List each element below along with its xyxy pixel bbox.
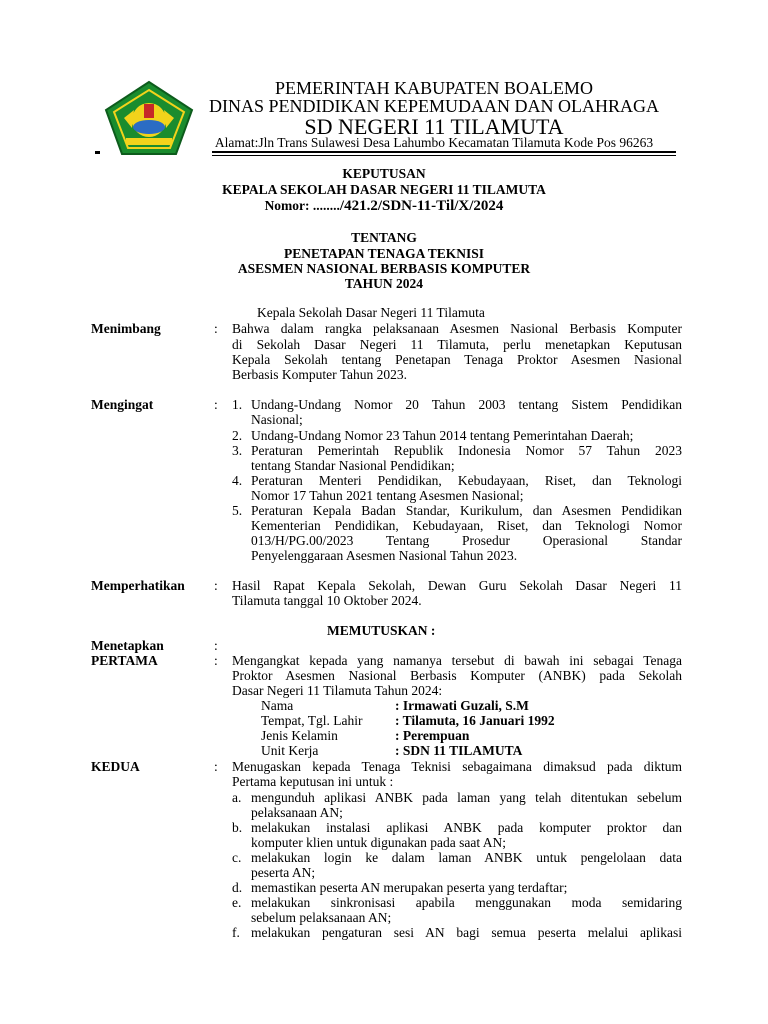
pertama-colon: : bbox=[214, 653, 218, 668]
menetapkan-label: Menetapkan bbox=[91, 638, 164, 653]
kedua-letter-c: c. bbox=[232, 850, 242, 865]
kedua-item-c-line-1: melakukan login ke dalam laman ANBK untuk pengelolaan data bbox=[251, 850, 682, 865]
mengingat-label: Mengingat bbox=[91, 397, 154, 412]
mengingat-item-5-line-4: Penyelenggaraan Asesmen Nasional Tahun 2023. bbox=[251, 548, 518, 563]
decree-number bbox=[0, 198, 768, 215]
decree-heading: KEPUTUSAN bbox=[342, 166, 426, 181]
mengingat-num-2: 2. bbox=[232, 428, 243, 443]
kedua-item-c-line-2: peserta AN; bbox=[251, 865, 316, 880]
pertama-line-1: Mengangkat kepada yang namanya tersebut di bawah ini sebagai Tenaga bbox=[232, 653, 682, 668]
department-name: DINAS PENDIDIKAN KEPEMUDAAN DAN OLAHRAGA bbox=[209, 96, 659, 116]
field-gender-key: Jenis Kelamin bbox=[261, 728, 338, 743]
opening-line: Kepala Sekolah Dasar Negeri 11 Tilamuta bbox=[257, 305, 485, 320]
school-address: Alamat:Jln Trans Sulawesi Desa Lahumbo Kecamatan Tilamuta Kode Pos 96263 bbox=[214, 135, 654, 150]
mengingat-colon: : bbox=[214, 397, 218, 412]
kedua-line-2: Pertama keputusan ini untuk : bbox=[232, 774, 394, 789]
mengingat-item-1-line-1: Undang-Undang Nomor 20 Tahun 2003 tentang Sistem Pendidikan bbox=[251, 397, 682, 412]
tentang-heading: TENTANG bbox=[351, 230, 417, 245]
kedua-item-a-line-2: pelaksanaan AN; bbox=[251, 805, 343, 820]
menimbang-label: Menimbang bbox=[91, 321, 161, 336]
mengingat-item-4-line-1: Peraturan Menteri Pendidikan, Kebudayaan, Riset, dan Teknologi bbox=[251, 473, 682, 488]
field-gender-value: : Perempuan bbox=[395, 728, 470, 743]
field-nama-value: : Irmawati Guzali, S.M bbox=[395, 698, 529, 713]
kedua-item-e-line-2: sebelum pelaksanaan AN; bbox=[251, 910, 392, 925]
field-unit-value: : SDN 11 TILAMUTA bbox=[395, 743, 523, 758]
kedua-colon: : bbox=[214, 759, 218, 774]
divider-mark bbox=[95, 151, 100, 154]
field-ttl-key: Tempat, Tgl. Lahir bbox=[261, 713, 363, 728]
subject-line-1: PENETAPAN TENAGA TEKNISI bbox=[283, 246, 485, 261]
kedua-item-e-line-1: melakukan sinkronisasi apabila menggunakan moda semidaring bbox=[251, 895, 682, 910]
field-nama-key: Nama bbox=[261, 698, 294, 713]
menimbang-line-3: Kepala Sekolah tentang Penetapan Tenaga Proktor Asesmen Nasional bbox=[232, 352, 682, 367]
kedua-line-1: Menugaskan kepada Tenaga Teknisi sebagaimana dimaksud pada diktum bbox=[232, 759, 682, 774]
mengingat-item-5-line-1: Peraturan Kepala Badan Standar, Kurikulum, dan Asesmen Pendidikan bbox=[251, 503, 682, 518]
memperhatikan-line-1: Hasil Rapat Kepala Sekolah, Dewan Guru Sekolah Dasar Negeri 11 bbox=[232, 578, 682, 593]
field-ttl-value: : Tilamuta, 16 Januari 1992 bbox=[395, 713, 555, 728]
kedua-letter-f: f. bbox=[232, 925, 240, 940]
pertama-label: PERTAMA bbox=[91, 653, 158, 668]
mengingat-item-3-line-2: tentang Standar Nasional Pendidikan; bbox=[251, 458, 455, 473]
subject-line-2: ASESMEN NASIONAL BERBASIS KOMPUTER bbox=[237, 261, 531, 276]
field-unit-key: Unit Kerja bbox=[261, 743, 319, 758]
subject-line-3: TAHUN 2024 bbox=[344, 276, 424, 291]
mengingat-item-4-line-2: Nomor 17 Tahun 2021 tentang Asesmen Nasional; bbox=[251, 488, 524, 503]
menimbang-colon: : bbox=[214, 321, 218, 336]
kedua-item-d-line-1: memastikan peserta AN merupakan peserta yang terdaftar; bbox=[251, 880, 568, 895]
memperhatikan-label: Memperhatikan bbox=[91, 578, 185, 593]
mengingat-num-4: 4. bbox=[232, 473, 243, 488]
kedua-item-b-line-2: komputer klien untuk digunakan pada saat AN; bbox=[251, 835, 506, 850]
memperhatikan-line-2: Tilamuta tanggal 10 Oktober 2024. bbox=[232, 593, 422, 608]
pertama-line-3: Dasar Negeri 11 Tilamuta Tahun 2024: bbox=[232, 683, 443, 698]
menetapkan-colon: : bbox=[214, 638, 218, 653]
kedua-label: KEDUA bbox=[91, 759, 140, 774]
pertama-line-2: Proktor Asesmen Nasional Berbasis Komputer (ANBK) pada Sekolah bbox=[232, 668, 682, 683]
mengingat-num-1: 1. bbox=[232, 397, 243, 412]
mengingat-item-1-line-2: Nasional; bbox=[251, 412, 303, 427]
memperhatikan-colon: : bbox=[214, 578, 218, 593]
mengingat-item-2-line-1: Undang-Undang Nomor 23 Tahun 2014 tentang Pemerintahan Daerah; bbox=[251, 428, 634, 443]
kedua-item-b-line-1: melakukan instalasi aplikasi ANBK pada komputer proktor dan bbox=[251, 820, 682, 835]
menimbang-line-1: Bahwa dalam rangka pelaksanaan Asesmen Nasional Berbasis Komputer bbox=[232, 321, 682, 336]
menimbang-line-4: Berbasis Komputer Tahun 2023. bbox=[232, 367, 408, 382]
kedua-item-a-line-1: mengunduh aplikasi ANBK pada laman yang telah ditentukan sebelum bbox=[251, 790, 682, 805]
decree-issuer: KEPALA SEKOLAH DASAR NEGERI 11 TILAMUTA bbox=[222, 182, 546, 197]
mengingat-item-3-line-1: Peraturan Pemerintah Republik Indonesia Nomor 57 Tahun 2023 bbox=[251, 443, 682, 458]
memutuskan-heading: MEMUTUSKAN : bbox=[327, 623, 436, 638]
kedua-letter-e: e. bbox=[232, 895, 242, 910]
decree-number-prefix: Nomor: ........ bbox=[264, 198, 340, 213]
government-name: PEMERINTAH KABUPATEN BOALEMO bbox=[275, 78, 593, 98]
kedua-letter-b: b. bbox=[232, 820, 243, 835]
letterhead-rule-thin bbox=[212, 155, 676, 156]
mengingat-item-5-line-3: 013/H/PG.00/2023 Tentang Prosedur Operasional Standar bbox=[251, 533, 682, 548]
menimbang-line-2: di Sekolah Dasar Negeri 11 Tilamuta, perlu menetapkan Keputusan bbox=[232, 337, 682, 352]
decree-number-value: /421.2/SDN-11-Til/X/2024 bbox=[339, 198, 504, 214]
mengingat-num-5: 5. bbox=[232, 503, 243, 518]
kedua-letter-d: d. bbox=[232, 880, 243, 895]
letterhead-rule-thick bbox=[212, 151, 676, 153]
mengingat-num-3: 3. bbox=[232, 443, 243, 458]
mengingat-item-5-line-2: Kementerian Pendidikan, Kebudayaan, Riset, dan Teknologi Nomor bbox=[251, 518, 682, 533]
kedua-letter-a: a. bbox=[232, 790, 242, 805]
kedua-item-f-line-1: melakukan pengaturan sesi AN bagi semua peserta melalui aplikasi bbox=[251, 925, 682, 940]
school-name: SD NEGERI 11 TILAMUTA bbox=[304, 114, 564, 139]
